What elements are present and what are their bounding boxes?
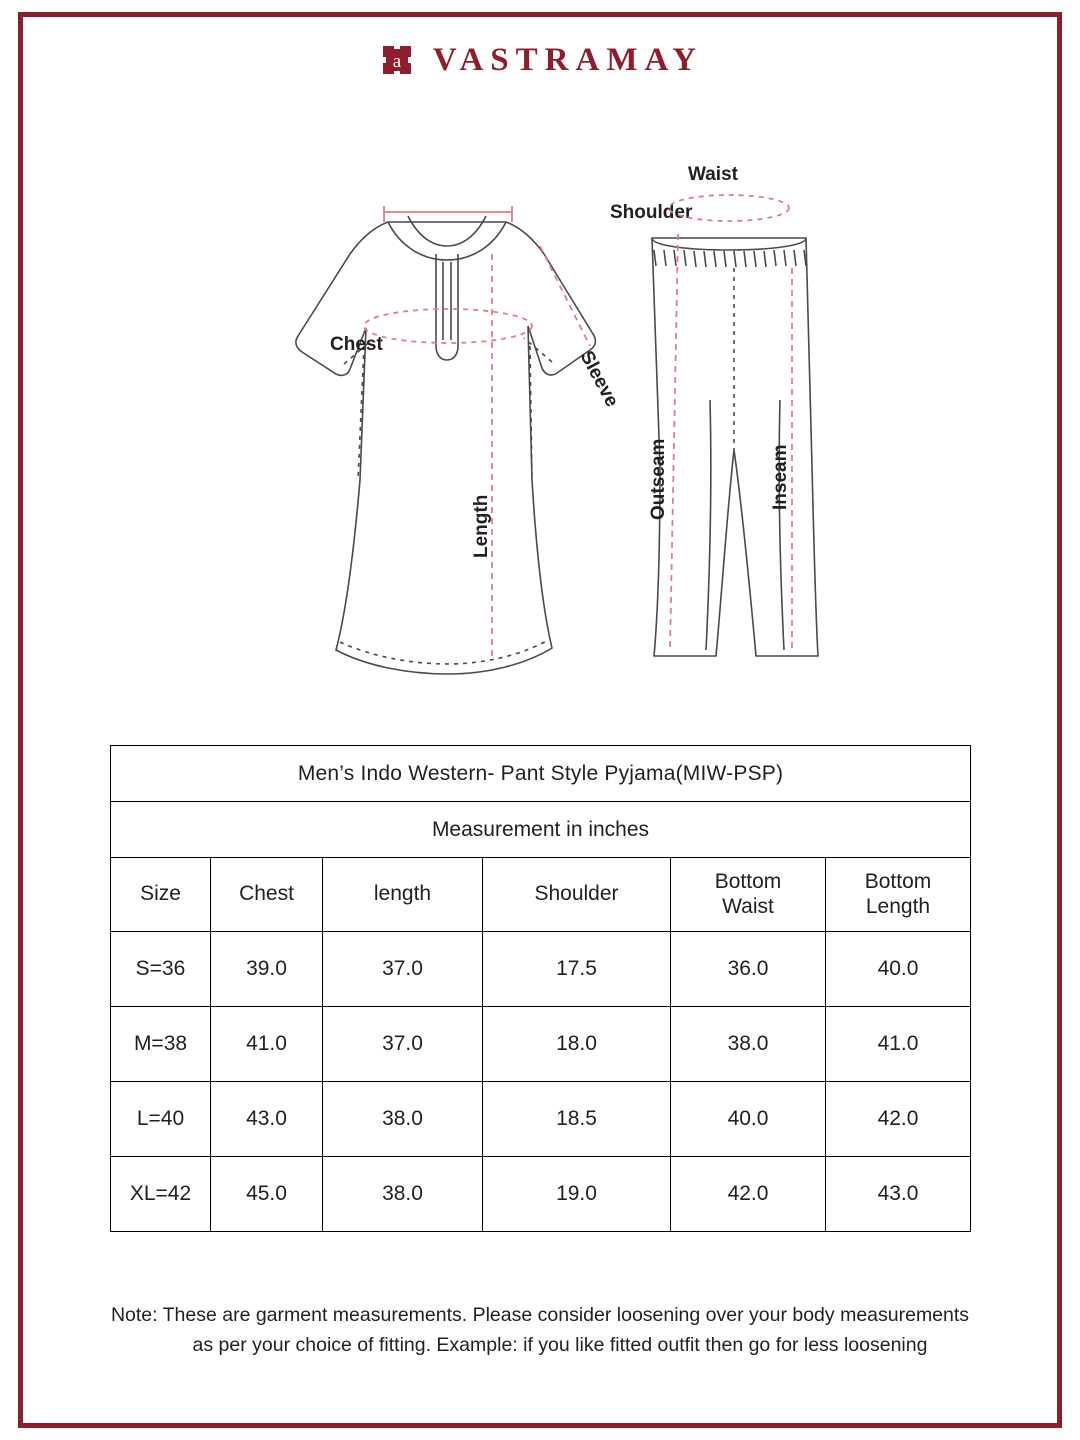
cell-chest: 41.0 [211,1007,323,1082]
label-inseam: Inseam [770,444,791,510]
note-block [60,1300,1020,1360]
cell-size: S=36 [111,932,211,1007]
column-header-bottom-waist-line2: Waist [722,894,774,918]
vastramay-monogram-icon [377,40,417,80]
garment-illustration [240,150,860,710]
brand-header [0,40,1080,80]
label-shoulder: Shoulder [610,202,693,223]
table-subtitle: Measurement in inches [111,802,971,858]
column-header-bottom-length-line1: Bottom [864,869,932,893]
column-header-bottom-length [826,858,971,932]
label-sleeve: Sleeve [575,347,623,411]
cell-length: 37.0 [323,932,483,1007]
svg-text:a: a [392,51,402,72]
cell-bottom-waist: 42.0 [671,1157,826,1232]
label-length: Length [471,494,492,558]
column-header-bottom-waist [671,858,826,932]
column-header-size: Size [111,858,211,932]
size-table-wrapper [110,745,970,1232]
column-header-length: length [323,858,483,932]
label-outseam: Outseam [648,438,669,520]
cell-shoulder: 17.5 [483,932,671,1007]
table-title: Men’s Indo Western- Pant Style Pyjama(MIW-PSP) [111,746,971,802]
cell-size: XL=42 [111,1157,211,1232]
kurta-outline-icon [296,216,595,674]
table-row [111,1082,971,1157]
cell-shoulder: 18.0 [483,1007,671,1082]
cell-chest: 43.0 [211,1082,323,1157]
cell-chest: 45.0 [211,1157,323,1232]
note-line-2: as per your choice of fitting. Example: if you like fitted outfit then go for less loosening [192,1334,928,1357]
cell-size: L=40 [111,1082,211,1157]
size-chart-table [110,745,971,1232]
cell-bottom-waist: 38.0 [671,1007,826,1082]
label-chest: Chest [330,334,383,355]
column-header-shoulder: Shoulder [483,858,671,932]
column-header-bottom-length-line2: Length [865,894,931,918]
column-header-chest: Chest [211,858,323,932]
table-subtitle-row [111,802,971,858]
table-row [111,1157,971,1232]
cell-bottom-waist: 40.0 [671,1082,826,1157]
cell-bottom-length: 42.0 [826,1082,971,1157]
brand-name: VASTRAMAY [432,41,704,78]
column-header-bottom-waist-line1: Bottom [714,869,782,893]
cell-length: 37.0 [323,1007,483,1082]
table-row [111,932,971,1007]
cell-shoulder: 19.0 [483,1157,671,1232]
cell-shoulder: 18.5 [483,1082,671,1157]
table-header-row [111,858,971,932]
cell-size: M=38 [111,1007,211,1082]
table-row [111,1007,971,1082]
table-title-row [111,746,971,802]
cell-bottom-length: 43.0 [826,1157,971,1232]
cell-bottom-length: 41.0 [826,1007,971,1082]
label-waist: Waist [688,164,738,185]
cell-bottom-length: 40.0 [826,932,971,1007]
cell-length: 38.0 [323,1082,483,1157]
cell-bottom-waist: 36.0 [671,932,826,1007]
cell-chest: 39.0 [211,932,323,1007]
note-line-1: Note: These are garment measurements. Please consider loosening over your body measurements [110,1304,970,1326]
cell-length: 38.0 [323,1157,483,1232]
